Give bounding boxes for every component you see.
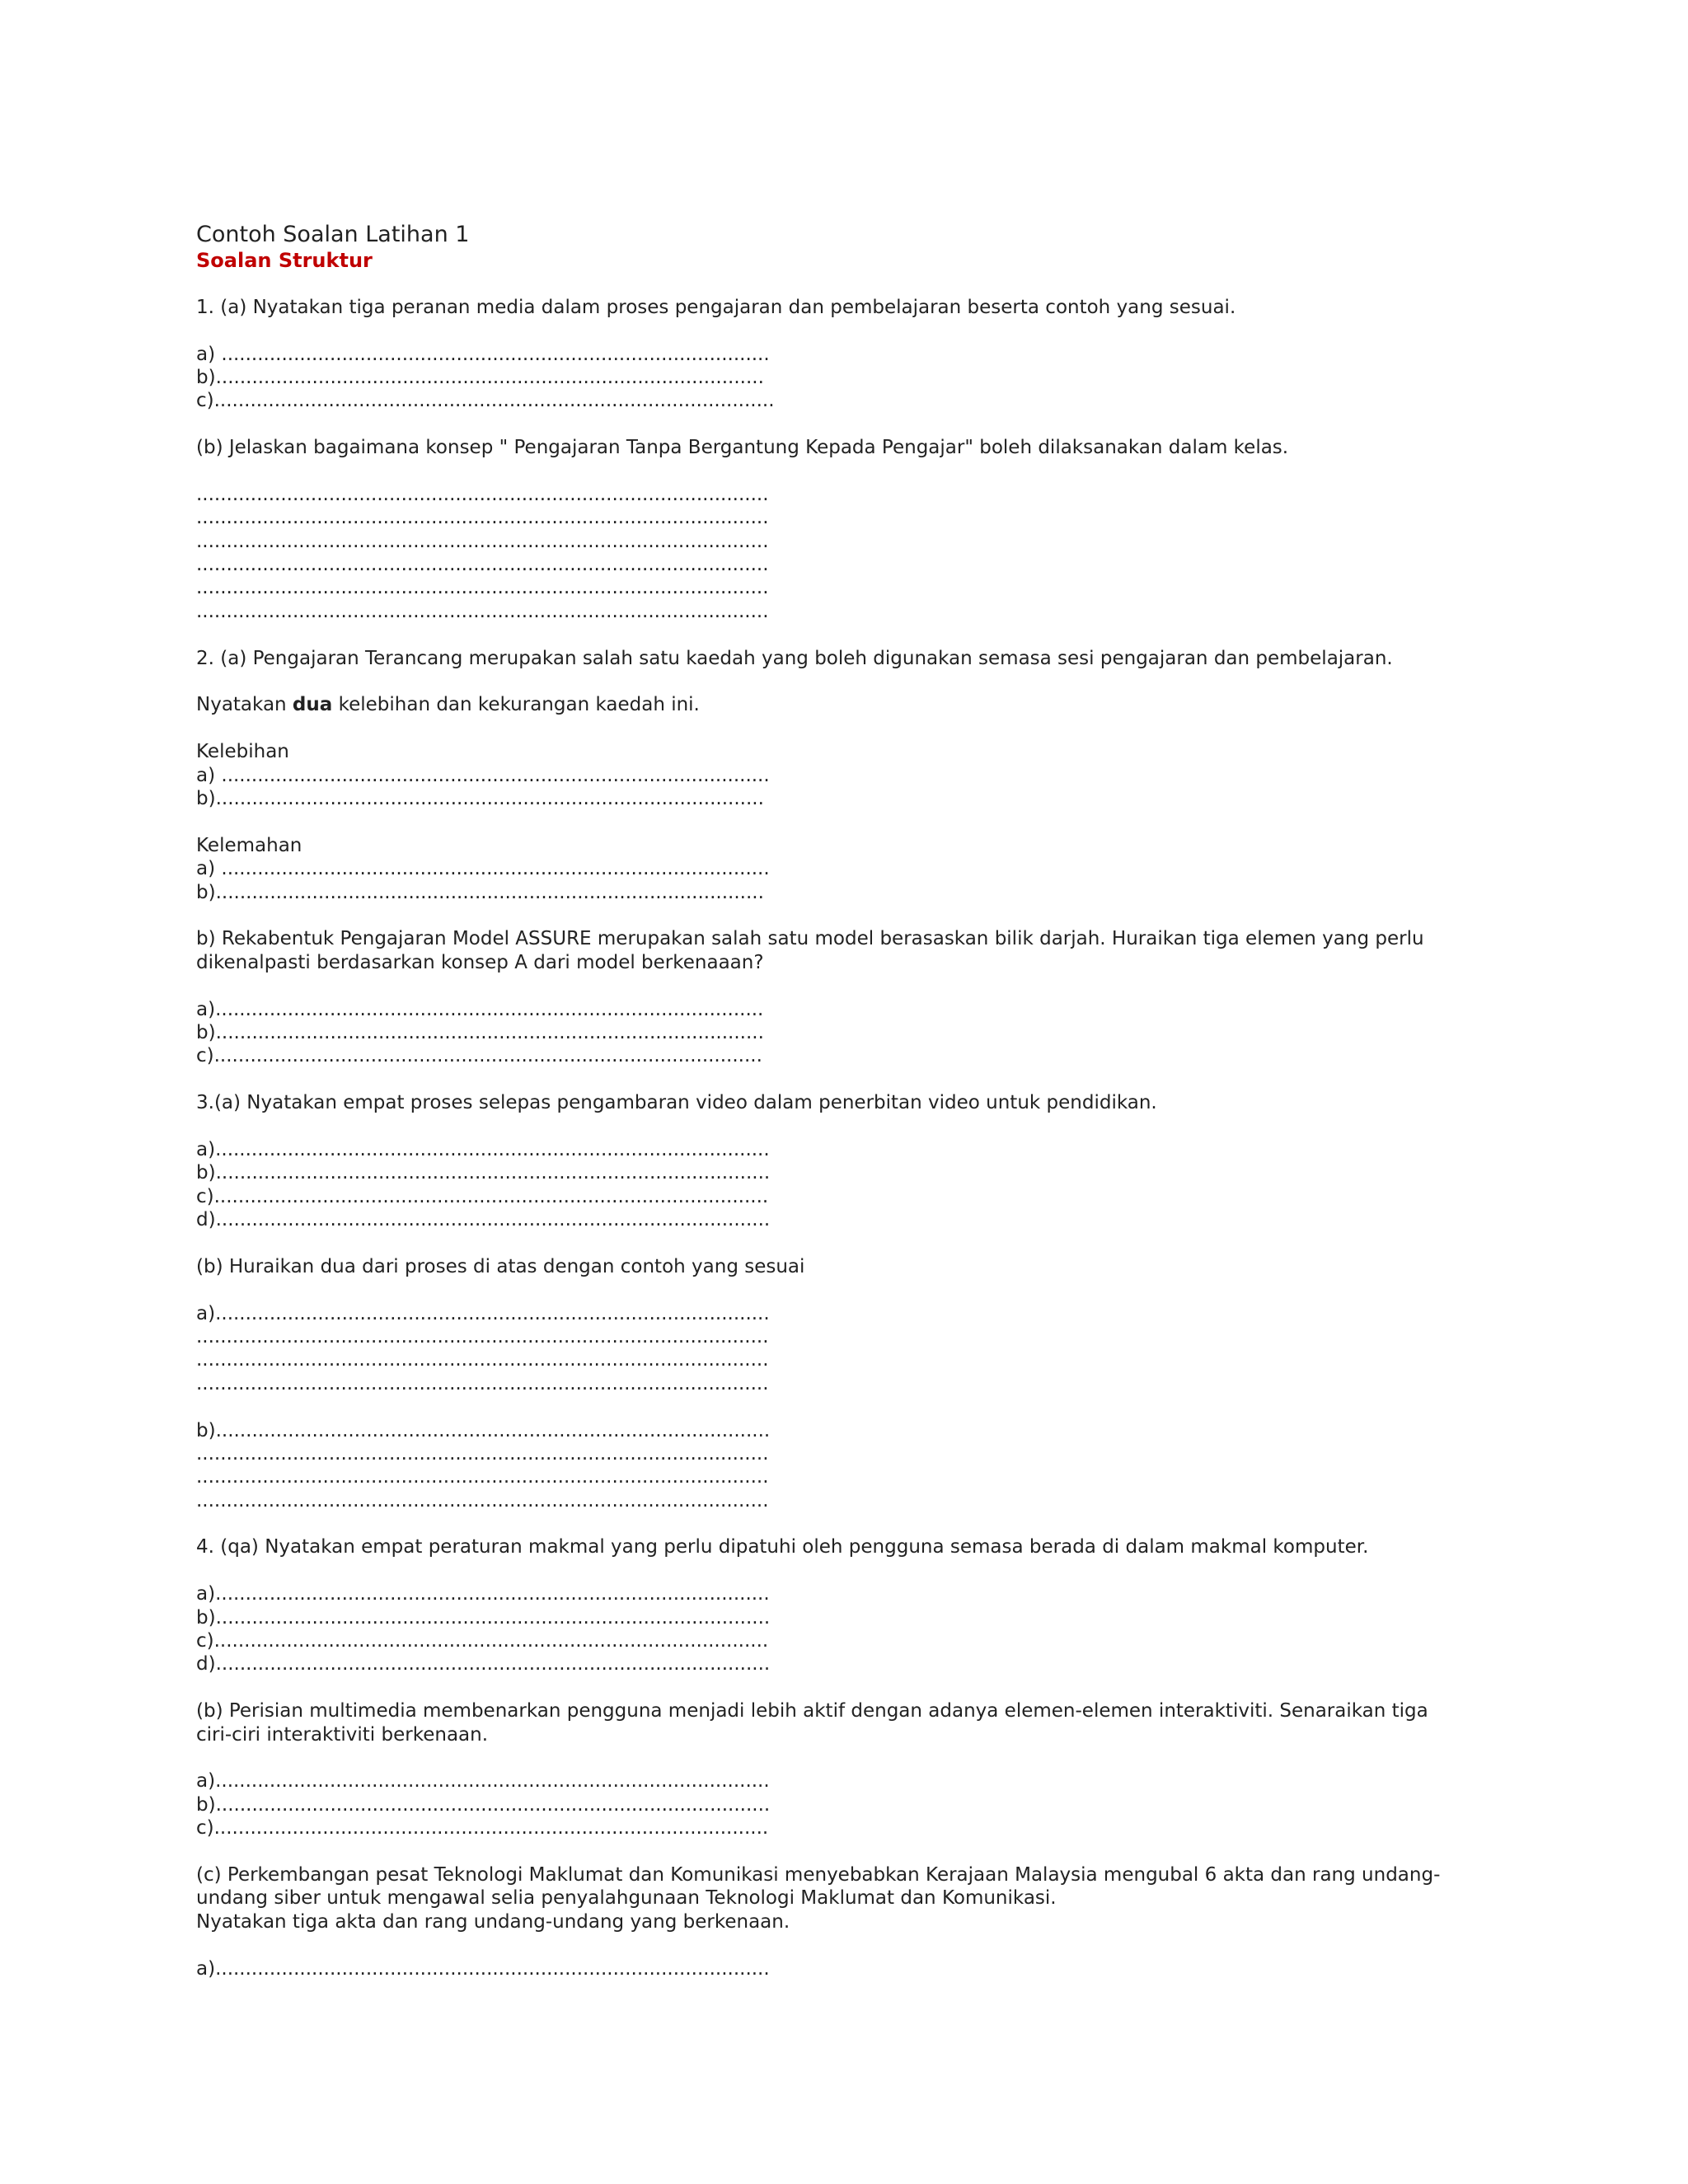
- q2a-question: 2. (a) Pengajaran Terancang merupakan salah satu kaedah yang boleh digunakan semasa sesi pengajaran dan pembelajaran.: [196, 647, 1393, 669]
- kelemahan-label: Kelemahan: [196, 834, 302, 856]
- answer-line: a)............................................................................................: [196, 1138, 770, 1160]
- q2-instruction: [196, 693, 1482, 716]
- answer-line: ...............................................................................................: [196, 483, 769, 505]
- answer-line: a) ...........................................................................................: [196, 858, 770, 880]
- answer-line: b)...........................................................................................: [196, 366, 764, 388]
- answer-line: b)............................................................................................: [196, 1419, 771, 1441]
- q4qa-question: 4. (qa) Nyatakan empat peraturan makmal yang perlu dipatuhi oleh pengguna semasa berada di dalam makmal komputer.: [196, 1536, 1369, 1558]
- answer-line: d)............................................................................................: [196, 1653, 771, 1675]
- q2-instruction-pre: Nyatakan: [196, 694, 293, 716]
- q1b-question: (b) Jelaskan bagaimana konsep " Pengajaran Tanpa Bergantung Kepada Pengajar" boleh dilaksanakan dalam kelas.: [196, 437, 1289, 459]
- q2-instruction-post: kelebihan dan kekurangan kaedah ini.: [332, 694, 700, 716]
- answer-line: c).............................................................................................: [196, 390, 775, 412]
- answer-line: a)...........................................................................................: [196, 998, 764, 1020]
- answer-line: b)............................................................................................: [196, 1606, 771, 1629]
- q4c-question-line3: Nyatakan tiga akta dan rang undang-undang yang berkenaan.: [196, 1910, 790, 1933]
- answer-line: ...............................................................................................: [196, 577, 769, 599]
- answer-line: b)...........................................................................................: [196, 881, 764, 903]
- answer-line: b)............................................................................................: [196, 1162, 771, 1184]
- answer-line: b)............................................................................................: [196, 1793, 771, 1816]
- answer-line: a) ...........................................................................................: [196, 343, 770, 365]
- q3a-question: 3.(a) Nyatakan empat proses selepas pengambaran video dalam penerbitan video untuk pendidikan.: [196, 1092, 1157, 1114]
- answer-line: b)...........................................................................................: [196, 787, 764, 809]
- answer-line: ...............................................................................................: [196, 1442, 769, 1465]
- answer-line: b)...........................................................................................: [196, 1021, 764, 1043]
- q4c-question-line1: (c) Perkembangan pesat Teknologi Maklumat dan Komunikasi menyebabkan Kerajaan Malaysia mengubal 6 akta dan rang undang-: [196, 1863, 1441, 1886]
- q1a-question: 1. (a) Nyatakan tiga peranan media dalam proses pengajaran dan pembelajaran beserta contoh yang sesuai.: [196, 296, 1236, 318]
- answer-line: ...............................................................................................: [196, 507, 769, 529]
- answer-line: a)............................................................................................: [196, 1770, 770, 1793]
- q4b-question-line2: ciri-ciri interaktiviti berkenaan.: [196, 1723, 489, 1746]
- q4b-question-line1: (b) Perisian multimedia membenarkan pengguna menjadi lebih aktif dengan adanya elemen-elemen interaktiviti. Senaraikan tiga: [196, 1700, 1428, 1722]
- answer-line: a) ...........................................................................................: [196, 764, 770, 786]
- answer-line: ...............................................................................................: [196, 1325, 769, 1347]
- answer-line: ...............................................................................................: [196, 554, 769, 576]
- answer-line: ...............................................................................................: [196, 1349, 769, 1371]
- answer-line: ...............................................................................................: [196, 1372, 769, 1394]
- answer-line: d)............................................................................................: [196, 1209, 771, 1231]
- document-title: Contoh Soalan Latihan 1: [196, 222, 470, 247]
- answer-line: a)............................................................................................: [196, 1583, 770, 1605]
- q2b-question-line1: b) Rekabentuk Pengajaran Model ASSURE merupakan salah satu model berasaskan bilik darjah. Huraikan tiga elemen yang perlu: [196, 928, 1424, 950]
- q2b-question-line2: dikenalpasti berdasarkan konsep A dari model berkenaaan?: [196, 951, 764, 973]
- document-page: [196, 221, 1482, 1980]
- answer-line: ...............................................................................................: [196, 600, 769, 622]
- q2-instruction-bold: dua: [292, 694, 333, 716]
- answer-line: c)...........................................................................................: [196, 1045, 762, 1067]
- answer-line: ...............................................................................................: [196, 530, 769, 552]
- answer-line: c)............................................................................................: [196, 1185, 769, 1207]
- answer-line: a)............................................................................................: [196, 1302, 770, 1324]
- q4c-question-line2: undang siber untuk mengawal selia penyalahgunaan Teknologi Maklumat dan Komunikasi.: [196, 1887, 1057, 1910]
- answer-line: c)............................................................................................: [196, 1630, 769, 1652]
- answer-line: ...............................................................................................: [196, 1466, 769, 1488]
- kelebihan-label: Kelebihan: [196, 741, 289, 763]
- answer-line: c)............................................................................................: [196, 1817, 769, 1840]
- q3b-question: (b) Huraikan dua dari proses di atas dengan contoh yang sesuai: [196, 1255, 805, 1277]
- answer-line: ...............................................................................................: [196, 1489, 769, 1511]
- answer-line: a)............................................................................................: [196, 1957, 770, 1980]
- document-subtitle: Soalan Struktur: [196, 249, 373, 272]
